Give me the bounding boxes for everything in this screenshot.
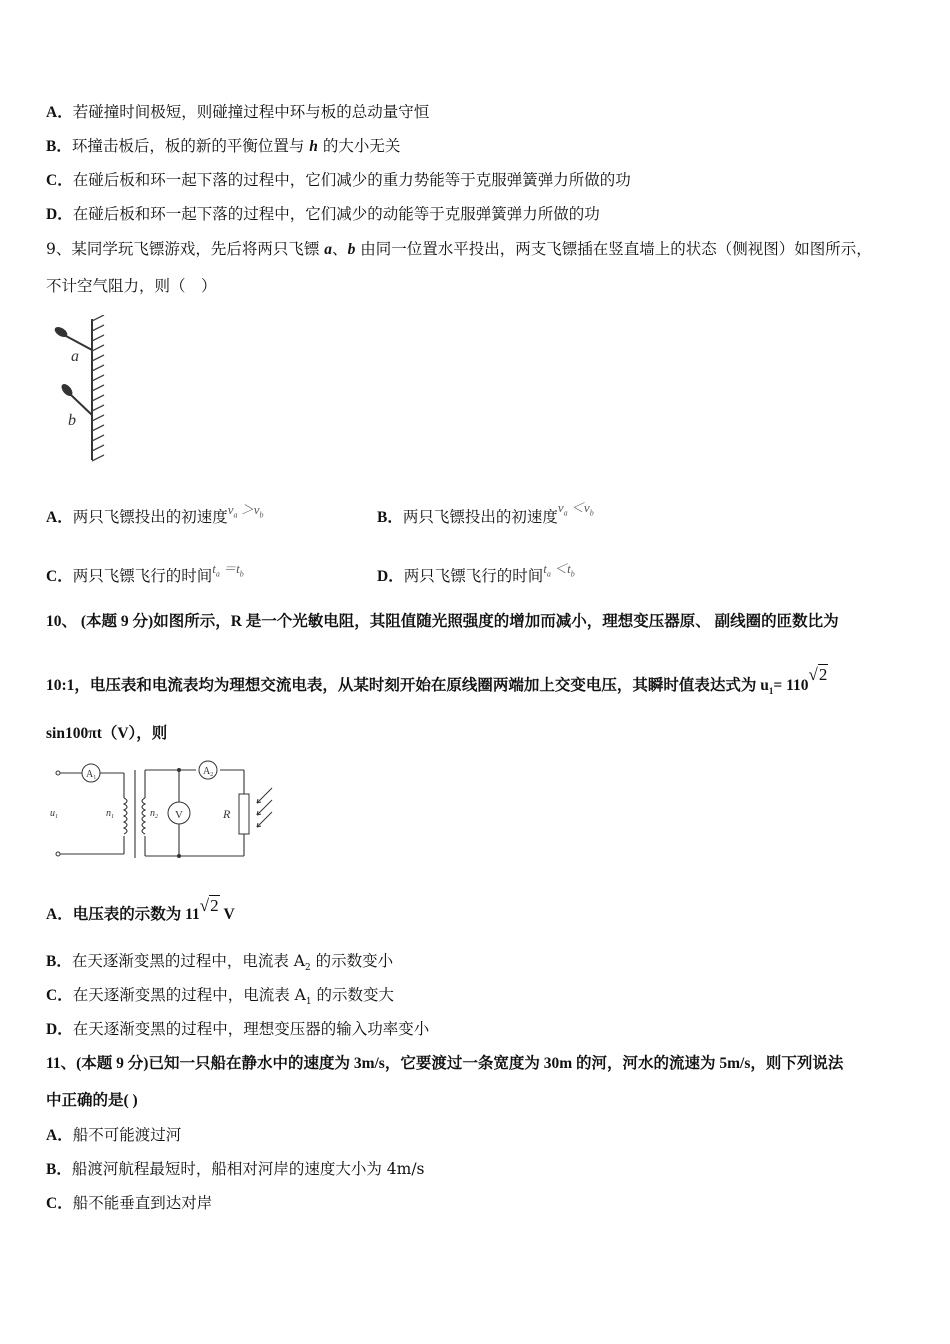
option-text: 在碰后板和环一起下落的过程中，它们减少的重力势能等于克服弹簧弹力所做的功	[72, 171, 631, 189]
option-label: B．	[46, 1161, 72, 1178]
stem-text: 10:1，电压表和电流表均为理想交流电表，从某时刻开始在原线圈两端加上交变电压，其瞬时值表达式为 u	[46, 677, 769, 694]
transformer-circuit	[46, 758, 276, 864]
voltmeter	[168, 802, 190, 824]
option-text: 的示数变小	[310, 952, 394, 970]
dart-b-label: b	[68, 412, 76, 429]
option-label: C．	[46, 987, 73, 1004]
option-label: D．	[46, 1021, 73, 1038]
option-label: B．	[46, 953, 72, 970]
photoresistor	[222, 788, 272, 834]
option-text: 船不能垂直到达对岸	[72, 1194, 213, 1212]
option-text: 船渡河航程最短时，船相对河岸的速度大小为 4m/s	[71, 1160, 425, 1178]
resistor-label: R	[223, 807, 231, 821]
subscript: 1	[305, 997, 312, 1008]
option-text: 电压表的示数为 11	[72, 906, 200, 923]
q9-option-b	[377, 500, 594, 534]
q8-option-b	[46, 136, 400, 157]
option-label: B．	[377, 509, 403, 526]
ammeter-a2-sub: 2	[210, 772, 214, 778]
option-label: C．	[46, 1195, 73, 1212]
math-sub: b	[589, 508, 594, 518]
option-math	[543, 561, 575, 579]
math-op: ＜	[554, 561, 568, 576]
n1-var: n	[106, 808, 111, 819]
sqrt-symbol: √2	[808, 665, 828, 684]
ammeter-a2	[199, 761, 217, 779]
math-sub: a	[233, 510, 238, 520]
ammeter-a1	[82, 764, 100, 782]
q9-option-c	[46, 561, 244, 593]
n1-sub: 1	[111, 814, 114, 820]
math-var: v	[253, 502, 260, 517]
stem-text: 9、某同学玩飞镖游戏，先后将两只飞镖	[46, 240, 325, 258]
math-sub: b	[239, 569, 244, 579]
q10-stem-line2	[46, 665, 828, 701]
option-text: 在碰后板和环一起下落的过程中，它们减少的动能等于克服弹簧弹力所做的功	[72, 205, 600, 223]
option-math	[212, 561, 244, 579]
option-text: 在天逐渐变黑的过程中，电流表 A	[72, 986, 306, 1004]
separator: 、	[332, 240, 348, 258]
option-label: A．	[46, 1127, 73, 1144]
math-op: ＞	[240, 502, 254, 517]
option-text: 在天逐渐变黑的过程中，电流表 A	[71, 952, 305, 970]
dart-a	[53, 325, 92, 350]
q8-option-a	[46, 102, 429, 123]
option-label: D．	[377, 568, 404, 585]
var-a: a	[324, 241, 333, 258]
math-sub: a	[563, 508, 568, 518]
q11-option-b	[46, 1159, 425, 1180]
math-var: v	[583, 500, 590, 515]
sqrt-symbol: √2	[199, 896, 219, 915]
q10-option-c	[46, 985, 394, 1012]
option-label: C．	[46, 568, 73, 585]
q10-stem-line1: 10、 (本题 9 分)如图所示，R 是一个光敏电阻，其阻值随光照强度的增加而减小，理想变压器原、 副线圈的匝数比为	[46, 613, 839, 630]
option-text: 两只飞镖投出的初速度	[72, 508, 228, 526]
u1-label	[50, 808, 58, 820]
option-label: A．	[46, 906, 73, 923]
dart-wall-figure	[44, 315, 114, 465]
q10-option-a	[46, 896, 235, 925]
option-label: A．	[46, 104, 73, 121]
math-var: v	[227, 502, 234, 517]
var-h: h	[309, 138, 318, 155]
option-text: 两只飞镖飞行的时间	[72, 567, 213, 585]
math-var: t	[567, 561, 571, 576]
q9-option-a	[46, 502, 264, 534]
math-sub: a	[215, 569, 220, 579]
option-label: D．	[46, 206, 73, 223]
option-math	[227, 502, 264, 520]
light-rays	[257, 788, 272, 827]
math-var: t	[236, 561, 240, 576]
voltmeter-label: V	[175, 809, 183, 821]
sqrt-value: 2	[210, 896, 219, 915]
stem-text: 由同一位置水平投出，两支飞镖插在竖直墙上的状态（侧视图）如图所示，	[355, 240, 872, 258]
q10-stem-line3: sin100πt（V），则	[46, 725, 168, 742]
q9-stem-line1	[46, 239, 872, 260]
dart-a-label: a	[71, 348, 79, 365]
q9-option-d	[377, 561, 575, 593]
option-text: 若碰撞时间极短，则碰撞过程中环与板的总动量守恒	[72, 103, 430, 121]
q8-option-d	[46, 204, 600, 225]
math-sub: b	[259, 510, 264, 520]
option-math	[557, 500, 594, 518]
option-label: A．	[46, 509, 73, 526]
ammeter-a1-label: A	[86, 769, 94, 780]
math-op: ＜	[570, 500, 584, 515]
option-text: 两只飞镖投出的初速度	[402, 508, 558, 526]
n2-sub: 2	[155, 814, 158, 820]
q11-option-c	[46, 1193, 212, 1214]
math-var: t	[543, 561, 547, 576]
math-op: ＝	[223, 561, 237, 576]
option-label: C．	[46, 172, 73, 189]
n2-var: n	[150, 808, 155, 819]
option-text: V	[219, 906, 235, 923]
q11-stem-line2: 中正确的是( )	[46, 1092, 138, 1109]
math-var: t	[212, 561, 216, 576]
q11-option-a	[46, 1125, 181, 1146]
math-sub: b	[570, 569, 575, 579]
u1-var: u	[50, 808, 55, 819]
math-sub: a	[546, 569, 551, 579]
option-text: 船不可能渡过河	[72, 1126, 182, 1144]
sqrt-value: 2	[818, 665, 828, 684]
n2-label	[150, 808, 158, 820]
n1-label	[106, 808, 114, 820]
q8-option-c	[46, 170, 631, 191]
option-text: 两只飞镖飞行的时间	[403, 567, 544, 585]
var-b: b	[347, 241, 356, 258]
option-text: 的示数变大	[311, 986, 394, 1004]
option-text: 环撞击板后，板的新的平衡位置与	[71, 137, 310, 155]
q11-stem-line1: 11、(本题 9 分)已知一只船在静水中的速度为 3m/s，它要渡过一条宽度为 30m 的河，河水的流速为 5m/s，则下列说法	[46, 1055, 844, 1072]
dart-b	[59, 382, 92, 415]
ammeter-a1-sub: 1	[93, 775, 97, 781]
q10-option-b	[46, 951, 393, 978]
q10-option-d	[46, 1019, 429, 1040]
subscript: 2	[304, 963, 311, 974]
option-text: 在天逐渐变黑的过程中，理想变压器的输入功率变小	[72, 1020, 430, 1038]
ammeter-a2-label: A	[203, 766, 211, 777]
subscript: 1	[768, 686, 774, 697]
wall-hatching	[92, 315, 104, 461]
option-label: B．	[46, 138, 72, 155]
option-text: 的大小无关	[317, 137, 401, 155]
u1-sub: 1	[55, 814, 58, 820]
q9-stem-line2: 不计空气阻力，则（ ）	[46, 277, 217, 295]
math-var: v	[557, 500, 564, 515]
stem-text: = 110	[773, 677, 809, 694]
